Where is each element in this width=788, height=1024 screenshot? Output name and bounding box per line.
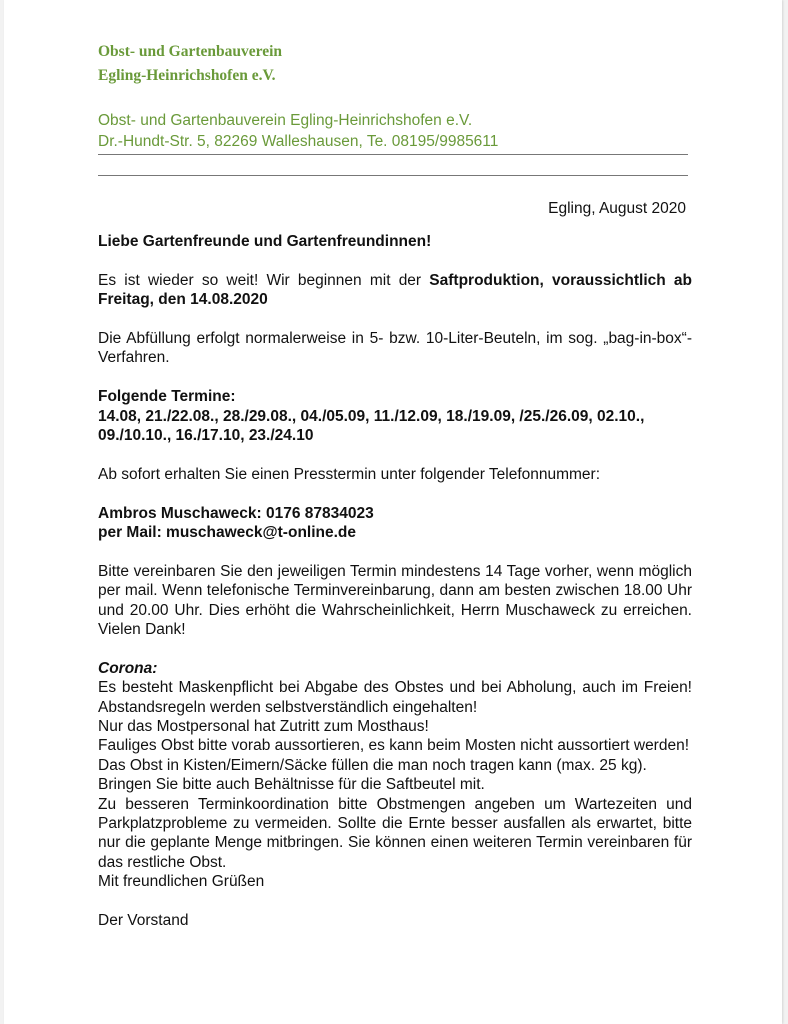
address-line-1: Obst- und Gartenbauverein Egling-Heinrichshofen e.V.	[98, 112, 473, 129]
phone-intro: Ab sofort erhalten Sie einen Presstermin unter folgender Telefonnummer:	[98, 465, 601, 483]
greeting: Liebe Gartenfreunde und Gartenfreundinnen!	[98, 233, 432, 250]
contact-phone: Ambros Muschaweck: 0176 87834023	[98, 504, 374, 522]
divider-line	[98, 154, 688, 155]
corona-line: Es besteht Maskenpflicht bei Abgabe des Obstes und bei Abholung, auch im Freien! Abstandsregeln werden selbstverständlich eingehalten!	[98, 679, 692, 716]
dates-list: 14.08, 21./22.08., 28./29.08., 04./05.09, 11./12.09, 18./19.09, /25./26.09, 02.10., 09./10.10., 16./17.10, 23./24.10	[98, 407, 645, 445]
letter-body	[98, 232, 692, 931]
corona-line: Nur das Mostpersonal hat Zutritt zum Mosthaus!	[98, 718, 429, 736]
intro-paragraph	[98, 271, 692, 310]
address-line-2: Dr.-Hundt-Str. 5, 82269 Walleshausen, Te. 08195/9985611	[98, 133, 499, 150]
appointment-paragraph: Bitte vereinbaren Sie den jeweiligen Termin mindestens 14 Tage vorher, wenn möglich per mail. Wenn telefonische Terminvereinbarung, dann am besten zwischen 18.00 Uhr und 20.00 Uhr. Dies erhöht die Wahrscheinlichkeit, Herrn Muschaweck zu erreichen. Vielen Dank!	[98, 562, 692, 639]
corona-line: Fauliges Obst bitte vorab aussortieren, es kann beim Mosten nicht aussortiert werden!	[98, 737, 690, 755]
letter-page	[4, 0, 782, 1024]
intro-text: Es ist wieder so weit! Wir beginnen mit der	[98, 271, 430, 289]
club-logo-text	[98, 40, 282, 88]
divider-line	[98, 175, 688, 176]
intro-highlight: Saftproduktion, voraussichtlich ab Freitag, den 14.08.2020	[98, 271, 692, 309]
sender-address	[98, 110, 688, 152]
filling-paragraph: Die Abfüllung erfolgt normalerweise in 5- bzw. 10-Liter-Beuteln, im sog. „bag-in-box“-Verfahren.	[98, 330, 692, 367]
letter-date: Egling, August 2020	[548, 200, 686, 217]
corona-heading: Corona:	[98, 659, 158, 677]
signature: Der Vorstand	[98, 912, 189, 930]
logo-line-2: Egling-Heinrichshofen e.V.	[98, 67, 276, 84]
corona-line: Zu besseren Terminkoordination bitte Obstmengen angeben um Wartezeiten und Parkplatzprobleme zu vermeiden. Sollte die Ernte besser ausfallen als erwartet, bitte nur die geplante Menge mitbringen. Sie können einen weiteren Termin vereinbaren für das restliche Obst.	[98, 795, 692, 871]
corona-line: Das Obst in Kisten/Eimern/Säcke füllen die man noch tragen kann (max. 25 kg).	[98, 756, 647, 774]
contact-mail: per Mail: muschaweck@t-online.de	[98, 524, 357, 542]
closing: Mit freundlichen Grüßen	[98, 873, 265, 891]
corona-line: Bringen Sie bitte auch Behältnisse für die Saftbeutel mit.	[98, 776, 485, 794]
logo-line-1: Obst- und Gartenbauverein	[98, 43, 283, 60]
dates-heading: Folgende Termine:	[98, 388, 236, 406]
